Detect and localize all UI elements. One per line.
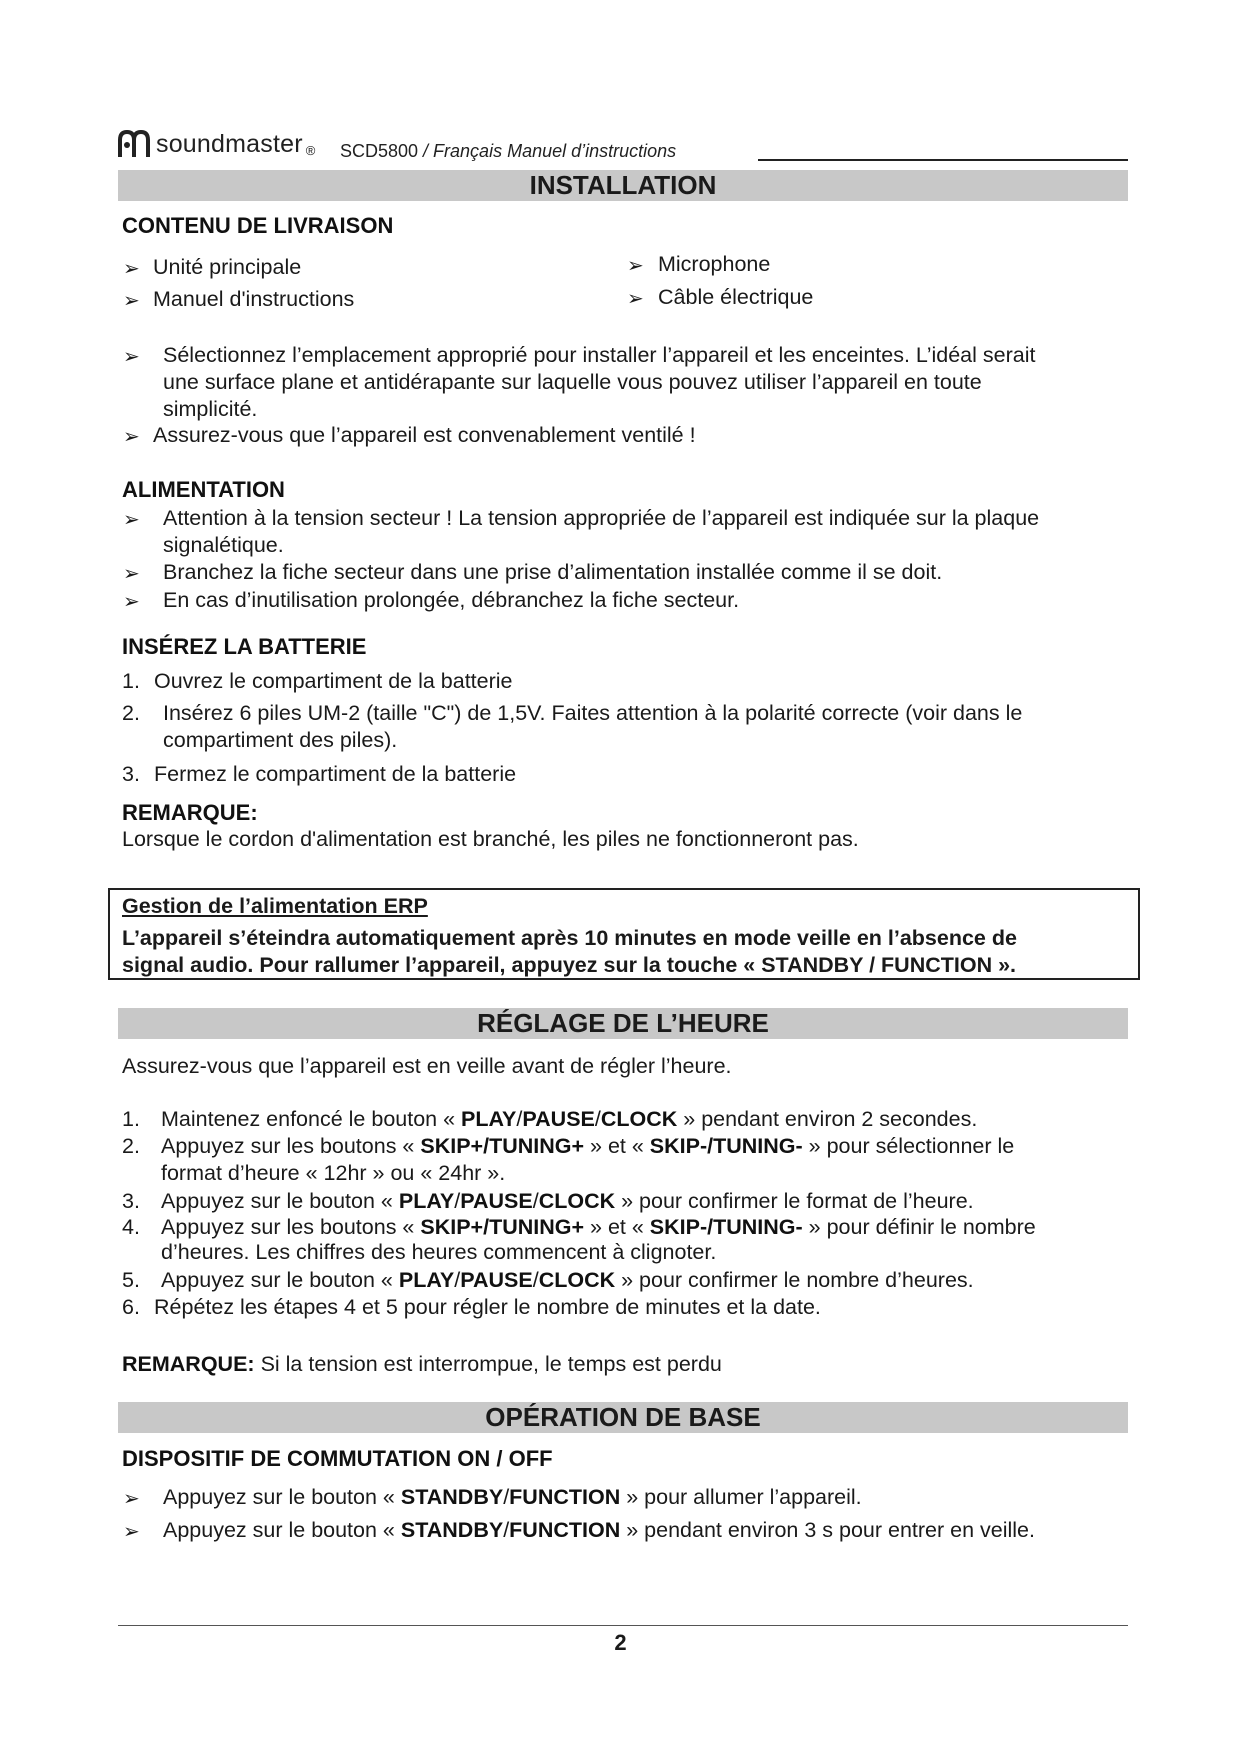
step-number: 6.: [122, 1295, 140, 1319]
contents-heading: CONTENU DE LIVRAISON: [122, 213, 394, 238]
brand-logo: [118, 128, 315, 158]
soundmaster-logo-icon: [118, 128, 152, 158]
erp-text-line: L’appareil s’éteindra automatiquement après 10 minutes en mode veille en l’absence de: [122, 926, 1017, 950]
step-text: compartiment des piles).: [163, 728, 398, 752]
model-number: SCD5800: [340, 141, 419, 161]
step-text: Ouvrez le compartiment de la batterie: [154, 669, 513, 693]
step-text: d’heures. Les chiffres des heures commencent à clignoter.: [161, 1240, 717, 1264]
battery-heading: INSÉREZ LA BATTERIE: [122, 634, 367, 659]
paragraph-line: Sélectionnez l’emplacement approprié pour installer l’appareil et les enceintes. L’idéal serait: [163, 343, 1036, 367]
list-item: Câble électrique: [658, 285, 814, 309]
paragraph-line: Assurez-vous que l’appareil est convenablement ventilé !: [153, 423, 696, 447]
erp-title: Gestion de l’alimentation ERP: [122, 894, 428, 918]
brand-name: soundmaster: [156, 130, 303, 158]
step-text: Fermez le compartiment de la batterie: [154, 762, 517, 786]
clock-intro: Assurez-vous que l’appareil est en veille avant de régler l’heure.: [122, 1054, 732, 1078]
paragraph-line: simplicité.: [163, 397, 258, 421]
bullet-arrow-icon: ➢: [627, 288, 644, 310]
step-text: Appuyez sur le bouton « PLAY/PAUSE/CLOCK » pour confirmer le format de l’heure.: [161, 1189, 974, 1213]
bullet-arrow-icon: ➢: [123, 563, 140, 585]
page-header: [118, 118, 1128, 166]
bullet-arrow-icon: ➢: [123, 258, 140, 280]
bullet-arrow-icon: ➢: [123, 426, 140, 448]
footer-divider: [118, 1625, 1128, 1626]
paragraph-line: une surface plane et antidérapante sur laquelle vous pouvez utiliser l’appareil en toute: [163, 370, 982, 394]
step-number: 1.: [122, 1107, 140, 1131]
bullet-arrow-icon: ➢: [123, 290, 140, 312]
erp-notice-box: [108, 888, 1140, 980]
bullet-arrow-icon: ➢: [123, 346, 140, 368]
step-text: Appuyez sur les boutons « SKIP+/TUNING+ » et « SKIP-/TUNING- » pour définir le nombre: [161, 1215, 1036, 1239]
step-text: Répétez les étapes 4 et 5 pour régler le nombre de minutes et la date.: [154, 1295, 821, 1319]
bullet-arrow-icon: ➢: [123, 1521, 140, 1543]
step-number: 3.: [122, 1189, 140, 1213]
list-item: Microphone: [658, 252, 771, 276]
section-clock-setting: RÉGLAGE DE L’HEURE: [118, 1008, 1128, 1039]
header-model: [340, 141, 676, 162]
bullet-arrow-icon: ➢: [627, 255, 644, 277]
step-number: 3.: [122, 762, 140, 786]
power-heading: ALIMENTATION: [122, 477, 285, 502]
battery-note-heading: REMARQUE:: [122, 800, 258, 825]
step-number: 5.: [122, 1268, 140, 1292]
paragraph-line: signalétique.: [163, 533, 284, 557]
bullet-arrow-icon: ➢: [123, 509, 140, 531]
step-text: Insérez 6 piles UM-2 (taille "C") de 1,5V. Faites attention à la polarité correcte (voir dans le: [163, 701, 1023, 725]
paragraph-line: Appuyez sur le bouton « STANDBY/FUNCTION » pendant environ 3 s pour entrer en veille.: [163, 1518, 1035, 1542]
bullet-arrow-icon: ➢: [123, 1488, 140, 1510]
paragraph-line: Appuyez sur le bouton « STANDBY/FUNCTION » pour allumer l’appareil.: [163, 1485, 862, 1509]
step-number: 4.: [122, 1215, 140, 1239]
paragraph-line: Attention à la tension secteur ! La tension appropriée de l’appareil est indiquée sur la plaque: [163, 506, 1040, 530]
step-number: 1.: [122, 669, 140, 693]
list-item: Unité principale: [153, 255, 302, 279]
section-installation: INSTALLATION: [118, 170, 1128, 201]
bullet-arrow-icon: ➢: [123, 591, 140, 613]
page-number: 2: [614, 1630, 627, 1655]
step-number: 2.: [122, 1134, 140, 1158]
step-text: Appuyez sur le bouton « PLAY/PAUSE/CLOCK » pour confirmer le nombre d’heures.: [161, 1268, 974, 1292]
paragraph-line: Branchez la fiche secteur dans une prise d’alimentation installée comme il se doit.: [163, 560, 943, 584]
clock-note: REMARQUE: Si la tension est interrompue, le temps est perdu: [122, 1352, 722, 1376]
section-basic-operation: OPÉRATION DE BASE: [118, 1402, 1128, 1433]
header-divider: [758, 159, 1128, 161]
step-text: Appuyez sur les boutons « SKIP+/TUNING+ » et « SKIP-/TUNING- » pour sélectionner le: [161, 1134, 1015, 1158]
battery-note-text: Lorsque le cordon d'alimentation est branché, les piles ne fonctionneront pas.: [122, 827, 859, 851]
onoff-heading: DISPOSITIF DE COMMUTATION ON / OFF: [122, 1446, 553, 1471]
step-text: format d’heure « 12hr » ou « 24hr ».: [161, 1161, 506, 1185]
registered-mark: ®: [305, 143, 316, 158]
paragraph-line: En cas d’inutilisation prolongée, débranchez la fiche secteur.: [163, 588, 740, 612]
step-text: Maintenez enfoncé le bouton « PLAY/PAUSE/CLOCK » pendant environ 2 secondes.: [161, 1107, 978, 1131]
list-item: Manuel d'instructions: [153, 287, 355, 311]
erp-text-line: signal audio. Pour rallumer l’appareil, appuyez sur la touche « STANDBY / FUNCTION ».: [122, 953, 1017, 977]
step-number: 2.: [122, 701, 140, 725]
manual-subtitle: / Français Manuel d’instructions: [418, 141, 677, 161]
